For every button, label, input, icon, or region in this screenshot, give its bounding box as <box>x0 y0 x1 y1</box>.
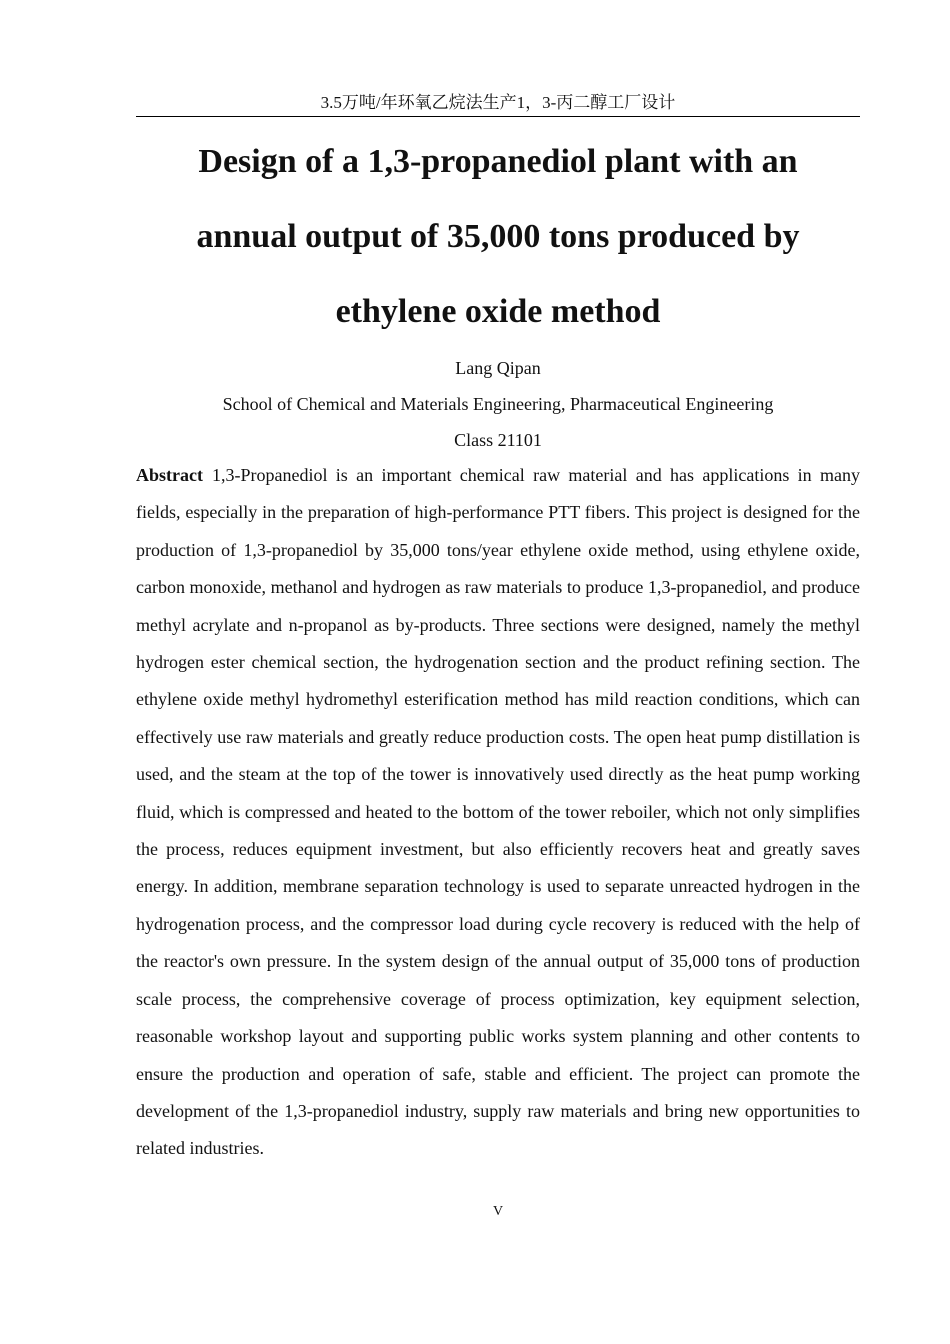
title-line-1: Design of a 1,3-propanediol plant with an <box>198 143 798 180</box>
title-line-3: ethylene oxide method <box>335 293 661 330</box>
abstract-text: 1,3-Propanediol is an important chemical raw material and has applications in many fields, especially in the preparation of high-performance PTT fibers. This project is designed for the production of 1,3-propanediol by 35,000 tons/year ethylene oxide method, using ethylene oxide, carbon monoxide, methanol and hydrogen as raw materials to produce 1,3-propanediol, and produce methyl acrylate and n-propanol as by-products. Three sections were designed, namely the methyl hydrogen ester chemical section, the hydrogenation section and the product refining section. The ethylene oxide methyl hydromethyl esterification method has mild reaction conditions, which can effectively use raw materials and greatly reduce production costs. The open heat pump distillation is used, and the steam at the top of the tower is innovatively used directly as the heat pump working fluid, which is compressed and heated to the bottom of the tower reboiler, which not only simplifies the process, reduces equipment investment, but also efficiently recovers heat and greatly saves energy. In addition, membrane separation technology is used to separate unreacted hydrogen in the hydrogenation process, and the compressor load during cycle recovery is reduced with the help of the reactor's own pressure. In the system design of the annual output of 35,000 tons of production scale process, the comprehensive coverage of process optimization, key equipment selection, reasonable workshop layout and supporting public works system planning and other contents to ensure the production and operation of safe, stable and efficient. The project can promote the development of the 1,3-propanediol industry, supply raw materials and bring new opportunities to related industries. <box>136 465 860 1159</box>
author-affiliation: School of Chemical and Materials Engineering, Pharmaceutical Engineering <box>222 394 774 414</box>
paper-title <box>136 124 860 349</box>
author-class: Class 21101 <box>454 430 542 450</box>
running-header: 3.5万吨/年环氧乙烷法生产1，3-丙二醇工厂设计 <box>136 92 860 117</box>
abstract-label: Abstract <box>136 465 203 485</box>
abstract-paragraph <box>136 457 860 1168</box>
title-line-2: annual output of 35,000 tons produced by <box>196 218 800 255</box>
author-name: Lang Qipan <box>455 358 541 378</box>
page-number: V <box>492 1204 504 1219</box>
